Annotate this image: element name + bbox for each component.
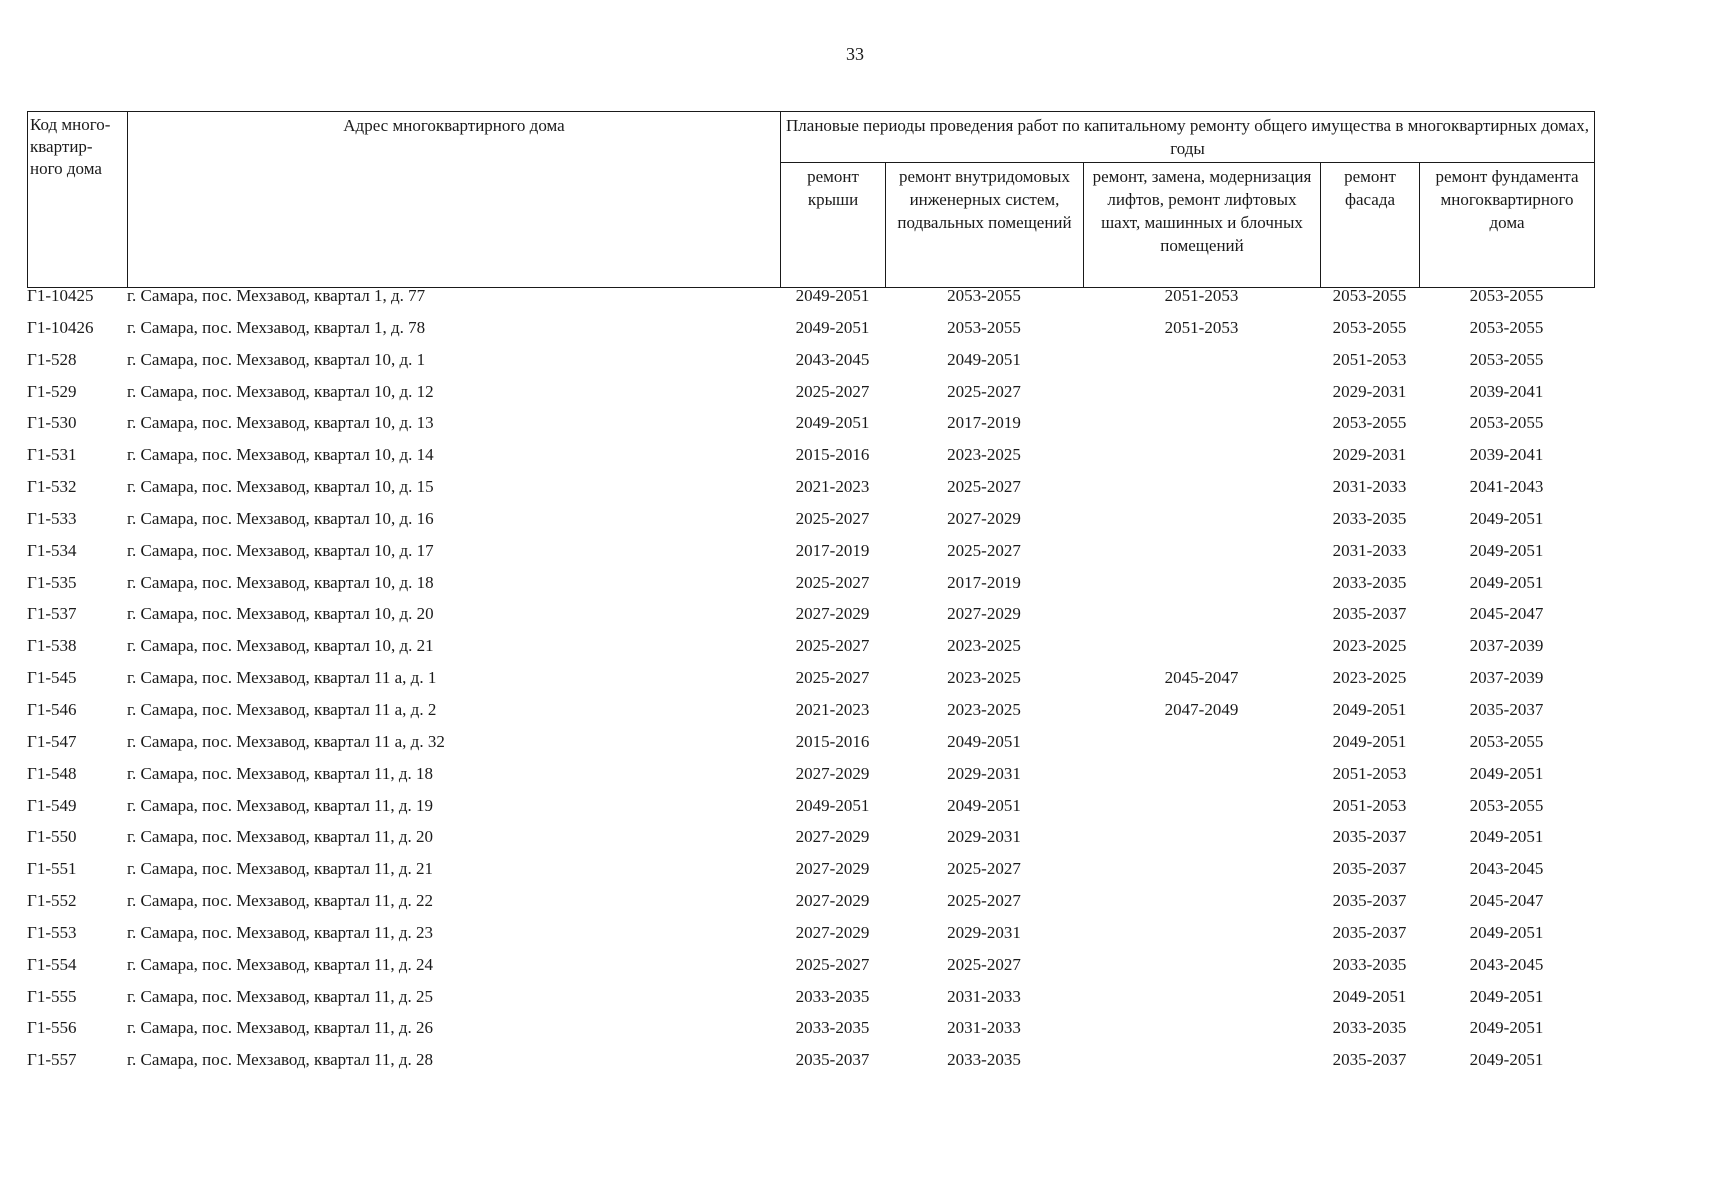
cell-address: г. Самара, пос. Мехзавод, квартал 11, д. 28 — [127, 1050, 434, 1070]
cell-roof: 2027-2029 — [795, 604, 870, 624]
cell-facade: 2035-2037 — [1332, 922, 1407, 942]
cell-code: Г1-530 — [27, 413, 77, 433]
table-row — [27, 509, 1594, 541]
cell-address: г. Самара, пос. Мехзавод, квартал 10, д. 20 — [127, 604, 434, 624]
cell-roof: 2049-2051 — [795, 413, 870, 433]
cell-foundation: 2043-2045 — [1469, 859, 1544, 879]
cell-elevators: 2045-2047 — [1164, 668, 1239, 688]
table-row — [27, 541, 1594, 573]
table-row — [27, 700, 1594, 732]
cell-roof: 2049-2051 — [795, 795, 870, 815]
cell-elevators — [1083, 859, 1320, 891]
cell-elevators — [1083, 382, 1320, 414]
cell-facade: 2035-2037 — [1332, 891, 1407, 911]
cell-internal: 2017-2019 — [947, 413, 1021, 433]
cell-foundation: 2043-2045 — [1469, 954, 1544, 974]
cell-internal: 2023-2025 — [947, 445, 1021, 465]
cell-elevators — [1083, 477, 1320, 509]
page-number: 33 — [846, 44, 864, 64]
cell-address: г. Самара, пос. Мехзавод, квартал 11, д. 18 — [127, 763, 434, 783]
cell-code: Г1-555 — [27, 986, 77, 1006]
cell-address: г. Самара, пос. Мехзавод, квартал 11, д. 21 — [127, 859, 434, 879]
cell-internal: 2027-2029 — [947, 508, 1021, 528]
cell-facade: 2049-2051 — [1332, 731, 1407, 751]
cell-roof: 2027-2029 — [795, 891, 870, 911]
cell-internal: 2029-2031 — [947, 763, 1021, 783]
cell-facade: 2023-2025 — [1332, 636, 1407, 656]
cell-roof: 2035-2037 — [795, 1050, 870, 1070]
header-address: Адрес многоквартирного дома — [128, 112, 781, 288]
cell-foundation: 2035-2037 — [1469, 699, 1544, 719]
cell-foundation: 2039-2041 — [1469, 445, 1544, 465]
cell-code: Г1-553 — [27, 922, 77, 942]
table-row — [27, 955, 1594, 987]
cell-roof: 2017-2019 — [795, 540, 870, 560]
cell-address: г. Самара, пос. Мехзавод, квартал 11, д. 19 — [127, 795, 434, 815]
cell-code: Г1-534 — [27, 540, 77, 560]
cell-foundation: 2049-2051 — [1469, 922, 1544, 942]
cell-code: Г1-10425 — [27, 286, 94, 305]
cell-foundation: 2049-2051 — [1469, 540, 1544, 560]
cell-address: г. Самара, пос. Мехзавод, квартал 11, д. 24 — [127, 954, 434, 974]
table-row — [27, 382, 1594, 414]
cell-foundation: 2037-2039 — [1469, 636, 1544, 656]
cell-facade: 2029-2031 — [1332, 381, 1407, 401]
cell-facade: 2049-2051 — [1332, 986, 1407, 1006]
cell-code: Г1-556 — [27, 1018, 77, 1038]
cell-elevators — [1083, 541, 1320, 573]
header-periods: Плановые периоды проведения работ по капитальному ремонту общего имущества в многоквартирных домах, годы — [781, 112, 1595, 163]
cell-roof: 2027-2029 — [795, 922, 870, 942]
cell-foundation: 2053-2055 — [1469, 286, 1544, 305]
cell-internal: 2031-2033 — [947, 986, 1021, 1006]
cell-elevators — [1083, 413, 1320, 445]
cell-facade: 2053-2055 — [1332, 413, 1407, 433]
cell-internal: 2053-2055 — [947, 286, 1021, 305]
cell-elevators: 2047-2049 — [1164, 699, 1239, 719]
cell-facade: 2033-2035 — [1332, 508, 1407, 528]
cell-elevators — [1083, 827, 1320, 859]
cell-roof: 2015-2016 — [795, 445, 870, 465]
cell-address: г. Самара, пос. Мехзавод, квартал 10, д. 14 — [127, 445, 434, 465]
cell-roof: 2049-2051 — [795, 286, 870, 305]
cell-roof: 2027-2029 — [795, 827, 870, 847]
cell-foundation: 2049-2051 — [1469, 508, 1544, 528]
cell-code: Г1-549 — [27, 795, 77, 815]
cell-address: г. Самара, пос. Мехзавод, квартал 10, д. 16 — [127, 508, 434, 528]
cell-elevators — [1083, 604, 1320, 636]
cell-roof: 2025-2027 — [795, 572, 870, 592]
cell-code: Г1-552 — [27, 891, 77, 911]
cell-address: г. Самара, пос. Мехзавод, квартал 10, д. 1 — [127, 349, 426, 369]
cell-internal: 2017-2019 — [947, 572, 1021, 592]
table-row — [27, 732, 1594, 764]
cell-internal: 2033-2035 — [947, 1050, 1021, 1070]
cell-roof: 2021-2023 — [795, 699, 870, 719]
cell-roof: 2025-2027 — [795, 381, 870, 401]
cell-roof: 2021-2023 — [795, 477, 870, 497]
cell-facade: 2023-2025 — [1332, 668, 1407, 688]
cell-facade: 2033-2035 — [1332, 1018, 1407, 1038]
header-roof: ремонт крыши — [781, 163, 886, 288]
cell-code: Г1-548 — [27, 763, 77, 783]
cell-facade: 2035-2037 — [1332, 827, 1407, 847]
cell-internal: 2029-2031 — [947, 922, 1021, 942]
table-row — [27, 891, 1594, 923]
table-row — [27, 668, 1594, 700]
cell-internal: 2025-2027 — [947, 954, 1021, 974]
cell-elevators — [1083, 1018, 1320, 1050]
cell-internal: 2023-2025 — [947, 668, 1021, 688]
cell-code: Г1-557 — [27, 1050, 77, 1070]
table-row — [27, 636, 1594, 668]
table-row — [27, 1018, 1594, 1050]
cell-internal: 2025-2027 — [947, 540, 1021, 560]
cell-internal: 2053-2055 — [947, 317, 1021, 337]
cell-elevators — [1083, 1050, 1320, 1082]
cell-foundation: 2041-2043 — [1469, 477, 1544, 497]
table-body — [27, 286, 1594, 1082]
cell-code: Г1-547 — [27, 731, 77, 751]
cell-address: г. Самара, пос. Мехзавод, квартал 11, д. 23 — [127, 922, 434, 942]
cell-internal: 2025-2027 — [947, 381, 1021, 401]
cell-address: г. Самара, пос. Мехзавод, квартал 11, д. 25 — [127, 986, 434, 1006]
table-row — [27, 1050, 1594, 1082]
cell-address: г. Самара, пос. Мехзавод, квартал 1, д. 77 — [127, 286, 426, 305]
cell-foundation: 2053-2055 — [1469, 349, 1544, 369]
cell-code: Г1-532 — [27, 477, 77, 497]
cell-roof: 2049-2051 — [795, 317, 870, 337]
cell-address: г. Самара, пос. Мехзавод, квартал 11, д. 22 — [127, 891, 434, 911]
cell-foundation: 2037-2039 — [1469, 668, 1544, 688]
cell-foundation: 2045-2047 — [1469, 891, 1544, 911]
cell-address: г. Самара, пос. Мехзавод, квартал 11 а, д. 2 — [127, 699, 437, 719]
cell-address: г. Самара, пос. Мехзавод, квартал 10, д. 12 — [127, 381, 434, 401]
cell-foundation: 2049-2051 — [1469, 763, 1544, 783]
cell-facade: 2035-2037 — [1332, 1050, 1407, 1070]
table-row — [27, 286, 1594, 318]
table-row — [27, 318, 1594, 350]
cell-elevators — [1083, 955, 1320, 987]
cell-roof: 2027-2029 — [795, 859, 870, 879]
cell-address: г. Самара, пос. Мехзавод, квартал 10, д. 13 — [127, 413, 434, 433]
cell-elevators — [1083, 509, 1320, 541]
cell-address: г. Самара, пос. Мехзавод, квартал 11, д. 26 — [127, 1018, 434, 1038]
cell-elevators — [1083, 350, 1320, 382]
cell-code: Г1-546 — [27, 699, 77, 719]
cell-facade: 2029-2031 — [1332, 445, 1407, 465]
header-elevators: ремонт, замена, модернизация лифтов, ремонт лифтовых шахт, машинных и блочных помещений — [1084, 163, 1321, 288]
cell-code: Г1-535 — [27, 572, 77, 592]
header-facade: ремонт фасада — [1321, 163, 1420, 288]
cell-foundation: 2053-2055 — [1469, 317, 1544, 337]
cell-elevators — [1083, 636, 1320, 668]
cell-internal: 2027-2029 — [947, 604, 1021, 624]
cell-code: Г1-531 — [27, 445, 77, 465]
cell-roof: 2033-2035 — [795, 986, 870, 1006]
cell-address: г. Самара, пос. Мехзавод, квартал 10, д. 15 — [127, 477, 434, 497]
cell-facade: 2053-2055 — [1332, 317, 1407, 337]
cell-address: г. Самара, пос. Мехзавод, квартал 10, д. 18 — [127, 572, 434, 592]
cell-internal: 2025-2027 — [947, 477, 1021, 497]
cell-foundation: 2053-2055 — [1469, 731, 1544, 751]
cell-internal: 2049-2051 — [947, 349, 1021, 369]
table-row — [27, 350, 1594, 382]
cell-facade: 2053-2055 — [1332, 286, 1407, 305]
cell-code: Г1-10426 — [27, 317, 94, 337]
cell-facade: 2051-2053 — [1332, 795, 1407, 815]
cell-internal: 2023-2025 — [947, 636, 1021, 656]
table-row — [27, 796, 1594, 828]
cell-internal: 2025-2027 — [947, 859, 1021, 879]
cell-roof: 2025-2027 — [795, 668, 870, 688]
cell-facade: 2051-2053 — [1332, 349, 1407, 369]
cell-elevators: 2051-2053 — [1164, 286, 1239, 305]
table-row — [27, 573, 1594, 605]
cell-address: г. Самара, пос. Мехзавод, квартал 11 а, д. 1 — [127, 668, 437, 688]
cell-roof: 2043-2045 — [795, 349, 870, 369]
table-row — [27, 477, 1594, 509]
cell-elevators — [1083, 796, 1320, 828]
cell-facade: 2035-2037 — [1332, 859, 1407, 879]
cell-internal: 2031-2033 — [947, 1018, 1021, 1038]
cell-code: Г1-537 — [27, 604, 77, 624]
cell-elevators — [1083, 445, 1320, 477]
cell-roof: 2033-2035 — [795, 1018, 870, 1038]
cell-foundation: 2049-2051 — [1469, 1050, 1544, 1070]
cell-code: Г1-551 — [27, 859, 77, 879]
cell-facade: 2049-2051 — [1332, 699, 1407, 719]
table-row — [27, 859, 1594, 891]
cell-facade: 2035-2037 — [1332, 604, 1407, 624]
cell-elevators — [1083, 764, 1320, 796]
table-row — [27, 445, 1594, 477]
cell-code: Г1-533 — [27, 508, 77, 528]
cell-foundation: 2053-2055 — [1469, 795, 1544, 815]
cell-foundation: 2049-2051 — [1469, 572, 1544, 592]
cell-elevators — [1083, 923, 1320, 955]
cell-elevators — [1083, 891, 1320, 923]
header-foundation: ремонт фундамента многоквартирного дома — [1420, 163, 1595, 288]
cell-foundation: 2049-2051 — [1469, 986, 1544, 1006]
cell-code: Г1-528 — [27, 349, 77, 369]
cell-internal: 2029-2031 — [947, 827, 1021, 847]
cell-code: Г1-554 — [27, 954, 77, 974]
cell-address: г. Самара, пос. Мехзавод, квартал 11, д. 20 — [127, 827, 434, 847]
header-code: Код много-квартир-ного дома — [28, 112, 128, 288]
cell-facade: 2031-2033 — [1332, 540, 1407, 560]
cell-roof: 2027-2029 — [795, 763, 870, 783]
cell-facade: 2031-2033 — [1332, 477, 1407, 497]
cell-elevators — [1083, 732, 1320, 764]
cell-foundation: 2039-2041 — [1469, 381, 1544, 401]
table-row — [27, 987, 1594, 1019]
cell-code: Г1-529 — [27, 381, 77, 401]
cell-code: Г1-538 — [27, 636, 77, 656]
cell-roof: 2025-2027 — [795, 954, 870, 974]
cell-roof: 2025-2027 — [795, 508, 870, 528]
table-row — [27, 923, 1594, 955]
cell-elevators: 2051-2053 — [1164, 317, 1239, 337]
cell-internal: 2025-2027 — [947, 891, 1021, 911]
cell-address: г. Самара, пос. Мехзавод, квартал 10, д. 17 — [127, 540, 434, 560]
cell-facade: 2033-2035 — [1332, 954, 1407, 974]
table-row — [27, 413, 1594, 445]
cell-code: Г1-545 — [27, 668, 77, 688]
cell-address: г. Самара, пос. Мехзавод, квартал 11 а, д. 32 — [127, 731, 445, 751]
cell-internal: 2049-2051 — [947, 731, 1021, 751]
table-row — [27, 604, 1594, 636]
cell-foundation: 2049-2051 — [1469, 827, 1544, 847]
cell-foundation: 2045-2047 — [1469, 604, 1544, 624]
cell-elevators — [1083, 987, 1320, 1019]
cell-foundation: 2053-2055 — [1469, 413, 1544, 433]
cell-facade: 2051-2053 — [1332, 763, 1407, 783]
table-row — [27, 827, 1594, 859]
cell-facade: 2033-2035 — [1332, 572, 1407, 592]
cell-address: г. Самара, пос. Мехзавод, квартал 1, д. 78 — [127, 317, 426, 337]
header-internal: ремонт внутридомовых инженерных систем, подвальных помещений — [886, 163, 1084, 288]
cell-foundation: 2049-2051 — [1469, 1018, 1544, 1038]
cell-roof: 2015-2016 — [795, 731, 870, 751]
cell-address: г. Самара, пос. Мехзавод, квартал 10, д. 21 — [127, 636, 434, 656]
cell-internal: 2023-2025 — [947, 699, 1021, 719]
cell-code: Г1-550 — [27, 827, 77, 847]
cell-elevators — [1083, 573, 1320, 605]
cell-internal: 2049-2051 — [947, 795, 1021, 815]
table-row — [27, 764, 1594, 796]
table-header — [27, 111, 1595, 288]
cell-roof: 2025-2027 — [795, 636, 870, 656]
